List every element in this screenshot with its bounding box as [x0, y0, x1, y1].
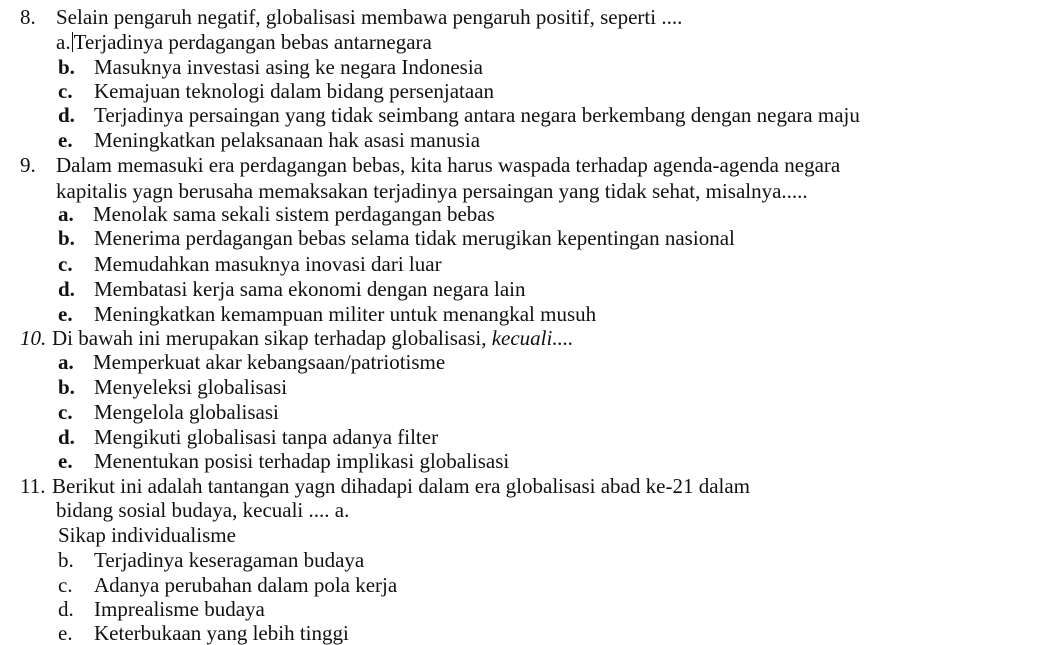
option-text: Memudahkan masuknya inovasi dari luar	[94, 252, 442, 276]
question-text-line-2: kapitalis yagn berusaha memaksakan terjadinya persaingan yang tidak sehat, misalnya.....	[56, 179, 808, 203]
option-text: Sikap individualisme	[58, 523, 236, 547]
option-letter: b.	[58, 55, 75, 79]
question-text-line-1: Berikut ini adalah tantangan yagn dihadapi dalam era globalisasi abad ke-21 dalam	[52, 474, 751, 498]
option-letter: d.	[58, 103, 75, 127]
question-11-line-2	[56, 498, 349, 522]
option-text: Terjadinya persaingan yang tidak seimbang antara negara berkembang dengan negara maju	[94, 103, 860, 127]
option-letter: b.	[58, 375, 75, 399]
text-cursor	[72, 32, 73, 52]
question-9-line-2	[56, 179, 808, 203]
option-letter: c.	[58, 252, 73, 276]
option-text: Keterbukaan yang lebih tinggi	[94, 621, 349, 645]
option-letter: c.	[58, 400, 73, 424]
option-letter: d.	[58, 425, 75, 449]
option-text: Adanya perubahan dalam pola kerja	[94, 573, 398, 597]
option-text: Memperkuat akar kebangsaan/patriotisme	[93, 350, 446, 374]
option-letter: b.	[58, 226, 75, 250]
option-text: Terjadinya keseragaman budaya	[94, 548, 365, 572]
option-letter: e.	[58, 128, 73, 152]
option-text: Menyeleksi globalisasi	[94, 375, 288, 399]
option-text: Mengelola globalisasi	[94, 400, 279, 424]
question-number: 9.	[20, 153, 36, 177]
question-emphasis: kecuali....	[491, 326, 574, 350]
option-text: Imprealisme budaya	[94, 597, 265, 621]
option-text: Terjadinya perdagangan bebas antarnegara	[73, 30, 432, 54]
question-8-option-a	[56, 30, 432, 54]
option-text: Menolak sama sekali sistem perdagangan bebas	[93, 202, 495, 226]
option-letter: c.	[58, 573, 73, 597]
option-letter: c.	[58, 79, 73, 103]
option-text: Kemajuan teknologi dalam bidang persenjataan	[94, 79, 495, 103]
option-letter: b.	[58, 548, 74, 572]
option-text: Menerima perdagangan bebas selama tidak merugikan kepentingan nasional	[94, 226, 735, 250]
option-letter: d.	[58, 277, 75, 301]
question-text-wrap	[52, 326, 573, 350]
option-letter: a.	[58, 350, 74, 374]
option-letter: a.	[58, 202, 74, 226]
option-letter: a.	[56, 30, 71, 54]
question-text: Selain pengaruh negatif, globalisasi membawa pengaruh positif, seperti ....	[56, 5, 683, 29]
option-letter: d.	[58, 597, 74, 621]
question-number: 10.	[20, 326, 47, 350]
question-11-option-a	[58, 523, 236, 547]
option-letter: e.	[58, 449, 73, 473]
question-number: 8.	[20, 5, 36, 29]
option-text: Meningkatkan kemampuan militer untuk menangkal musuh	[94, 302, 597, 326]
question-text-line-1: Dalam memasuki era perdagangan bebas, kita harus waspada terhadap agenda-agenda negara	[56, 153, 841, 177]
option-letter: e.	[58, 621, 73, 645]
option-text: Meningkatkan pelaksanaan hak asasi manusia	[94, 128, 481, 152]
option-text: Mengikuti globalisasi tanpa adanya filter	[94, 425, 439, 449]
option-text: Masuknya investasi asing ke negara Indonesia	[94, 55, 483, 79]
question-text: Di bawah ini merupakan sikap terhadap globalisasi,	[52, 326, 487, 350]
option-text: Membatasi kerja sama ekonomi dengan negara lain	[94, 277, 526, 301]
option-text: Menentukan posisi terhadap implikasi globalisasi	[94, 449, 510, 473]
question-number: 11.	[20, 474, 46, 498]
question-text-line-2: bidang sosial budaya, kecuali .... a.	[56, 498, 350, 522]
option-letter: e.	[58, 302, 73, 326]
